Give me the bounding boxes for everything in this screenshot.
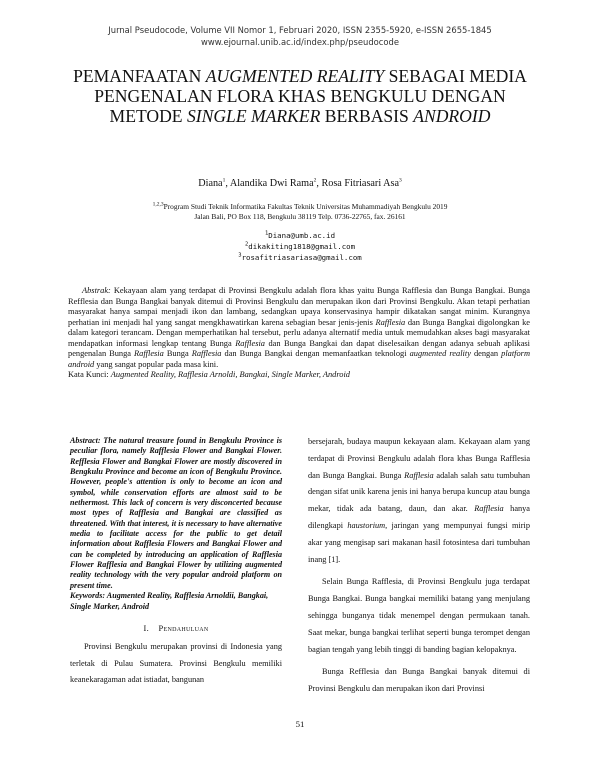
- author-list: [0, 178, 600, 190]
- abstrak-italic: Rafflesia: [375, 317, 406, 327]
- abstrak-italic: Rafflesia: [191, 349, 222, 358]
- abstrak-text: Bunga: [163, 349, 192, 358]
- author-name: , Alandika Dwi Rama: [225, 178, 314, 189]
- title-segment: PEMANFAATAN: [73, 66, 206, 86]
- affil-mark: 1,2,3: [152, 201, 164, 208]
- affiliation-text: Program Studi Teknik Informatika Fakultas Teknik Universitas Muhammadiyah Bengkulu 2019: [163, 202, 448, 211]
- abstrak-italic: platform android: [68, 349, 530, 369]
- body-text: bersejarah, budaya maupun kekayaan alam. Kekayaan alam yang terdapat di Provinsi Bengkulu adalah flora khas Bunga Rafflesia dan Bunga Bangkai. Bunga: [308, 437, 530, 480]
- page-number: 51: [295, 719, 305, 729]
- kata-kunci: [68, 370, 530, 381]
- author-name: Diana: [198, 178, 223, 189]
- abstract-english: Abstract: The natural treasure found in Bengkulu Province is peculiar flora, namely Rafflesia Flower and Bangkai Flower. Refflesia Flower and Bangkai Flower are mostly discovered in Bengkulu Province and become an icon of Bengkulu Province. However, people's attention is only to become an icon and symbol, while conservation efforts are almost said to be nethermost. This lack of concern is very disconcerted because most types of Rafflesia and Bangkai are classified as threatened. With that interest, it is necessary to have alternative media to facilitate access for the public to get detail information about Rafflesia Flowers and Bangkai Flower and can be completed by introducing an application of Rafflesia Flower Rafflesia and Bangkai Flower by utilizing augmented reality technology with the very popular android platform on present time.: [70, 436, 282, 590]
- affiliation: [0, 202, 600, 222]
- email-mark: 2: [244, 241, 249, 248]
- intro-paragraph-continued: [308, 434, 530, 568]
- keywords-english: Keywords: Augmented Reality, Rafflesia Arnoldii, Bangkai, Single Marker, Android: [70, 591, 269, 611]
- email-address[interactable]: dikakiting1818@gmail.com: [248, 242, 356, 251]
- email-mark: 3: [238, 252, 242, 259]
- abstrak-text: yang sangat popular pada masa kini.: [94, 359, 219, 369]
- journal-header: [0, 24, 600, 48]
- abstrak-text: dengan: [470, 349, 502, 358]
- title-segment-italic: AUGMENTED REALITY: [205, 66, 385, 86]
- section-heading: [70, 624, 282, 633]
- title-segment: BERBASIS: [320, 106, 414, 126]
- body-paragraph: Selain Bunga Rafflesia, di Provinsi Bengkulu juga terdapat Bunga Bangkai. Bunga bangkai memiliki batang yang menjulang sehingga bunganya tidak menempel dengan permukaan tanah. Saat mekar, bunga bangkai terlihat seperti bunga terompet dengan bagian tengah yang lebih tinggi di banding bagian kelopaknya.: [308, 577, 530, 654]
- affiliation-line: [0, 202, 600, 212]
- body-paragraph: Bunga Refflesia dan Bunga Bangkai banyak ditemui di Provinsi Bengkulu dan merupakan ikon dari Provinsi: [308, 667, 530, 694]
- email-address[interactable]: Diana@umb.ac.id: [268, 231, 336, 240]
- email-item: [0, 241, 600, 252]
- body-italic: haustorium: [347, 520, 386, 530]
- paper-title: [60, 66, 540, 126]
- title-segment: SEBAGAI MEDIA PENGENALAN FLORA KHAS BENGKULU DENGAN METODE: [94, 66, 527, 126]
- body-text: adalah salah satu tumbuhan dengan sifat unik karena jenis ini hanya berupa kuncup atau bunga mekar, tidak ada batang, daun, dan akar.: [308, 470, 530, 514]
- section-title: Pendahuluan: [158, 623, 209, 633]
- right-column: [308, 434, 530, 704]
- author-name: , Rosa Fitriasari Asa: [316, 178, 399, 189]
- author-affil-mark: 1: [222, 177, 226, 184]
- title-segment-italic: SINGLE MARKER: [186, 106, 321, 126]
- email-mark: 1: [264, 230, 269, 237]
- kata-kunci-label: Kata Kunci:: [68, 370, 111, 379]
- journal-info: Jurnal Pseudocode, Volume VII Nomor 1, Februari 2020, ISSN 2355-5920, e-ISSN 2655-1845: [108, 25, 492, 35]
- email-item: [0, 230, 600, 241]
- abstrak-text: dan Bunga Bangkai dengan memanfaatkan teknologi: [221, 349, 410, 358]
- email-list: [0, 230, 600, 263]
- abstrak-paragraph: [68, 286, 530, 370]
- body-text: , jaringan yang mempunyai fungsi mirip akar yang mengisap sari makanan hasil fotosintesa dari tumbuhan inang [1].: [308, 520, 530, 564]
- kata-kunci-text: Augmented Reality, Rafflesia Arnoldi, Bangkai, Single Marker, Android: [110, 370, 350, 379]
- title-segment-italic: ANDROID: [413, 106, 491, 126]
- email-item: [0, 252, 600, 263]
- body-italic: Rafflesia: [474, 504, 504, 514]
- author-affil-mark: 3: [398, 177, 402, 184]
- left-column: [70, 436, 282, 689]
- section-numeral: I.: [143, 623, 149, 633]
- journal-url: www.ejournal.unib.ac.id/index.php/pseudocode: [201, 37, 399, 47]
- intro-paragraph: Provinsi Bengkulu merupakan provinsi di Indonesia yang terletak di Pulau Sumatera. Provinsi Bengkulu memiliki keanekaragaman adat istiadat, bangunan: [70, 641, 282, 685]
- body-text: hanya dilengkapi: [308, 504, 530, 530]
- body-italic: Rafflesia: [404, 470, 434, 480]
- abstrak-italic: Rafflesia: [134, 349, 164, 358]
- abstrak-label: Abstrak:: [82, 286, 111, 295]
- abstrak-text: Kekayaan alam yang terdapat di Provinsi Bengkulu adalah flora khas yaitu Bunga Rafflesia dan Bunga Bangkai. Bunga Refflesia dan Bunga Bangkai banyak ditemui di Provinsi Bengkulu dan merupakan ikon dari Provinsi Bengkulu. Akan tetapi perhatian masyarakat hanya sampai menjadi ikon dan lambang, sedangkan upaya konservasinya hampir dikatakan sangat minim. Kurangnya perhatian ini menjadi hal yang sangat mengkhawatirkan karena sebagian besar jenis-jenis: [68, 286, 530, 327]
- abstract-indonesian: [68, 286, 530, 381]
- author-affil-mark: 2: [313, 177, 317, 184]
- email-address[interactable]: rosafitriasariasa@gmail.com: [241, 253, 362, 262]
- abstrak-italic: augmented reality: [409, 349, 471, 358]
- affiliation-address: Jalan Bali, PO Box 118, Bengkulu 38119 Telp. 0736-22765, fax. 26161: [194, 212, 406, 221]
- abstrak-text: dan Bunga Bangkai dan dapat diselesaikan dengan adanya sebuah aplikasi pengenalan Bunga: [68, 338, 531, 358]
- abstrak-italic: Rafflesia: [235, 338, 265, 348]
- abstrak-text: dan Bunga Bangkai digolongkan ke dalam kategori terancam. Dengan memperhatikan hal tersebut, perlu adanya alternatif media untuk memudahkan akses bagi masyarakat mendapatkan informasi lengkap tentang Bunga: [68, 317, 530, 348]
